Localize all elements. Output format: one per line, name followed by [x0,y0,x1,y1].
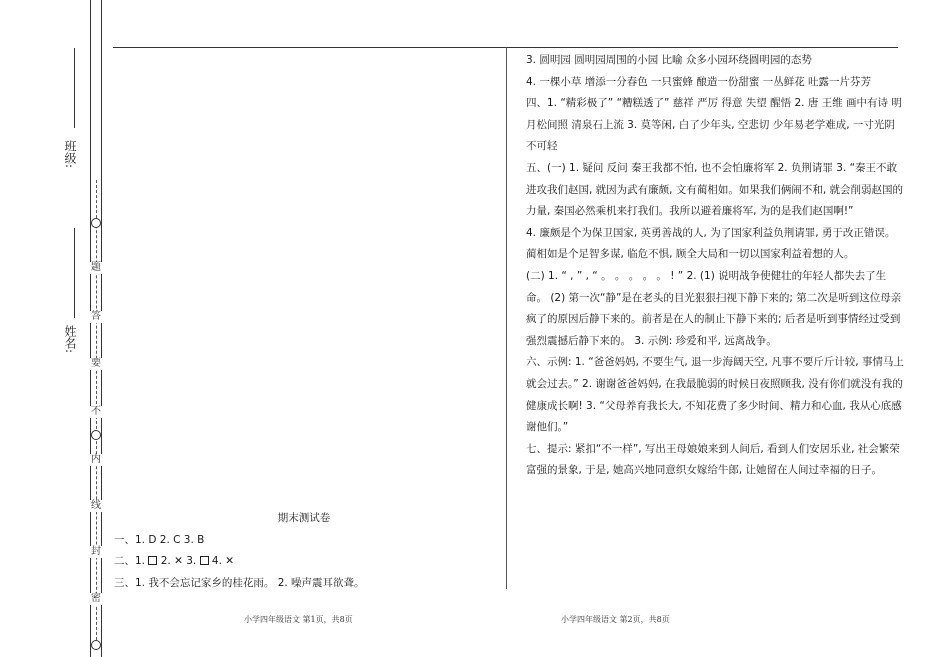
name-label: 姓名: [63,325,77,354]
name-fill-line [74,228,75,318]
seal-char: 答 [91,311,101,322]
column-divider [506,47,507,589]
footer-page-right: 小学四年级语文 第2页，共8页 [561,615,670,624]
seal-char: 内 [91,454,101,465]
right-column [526,50,904,482]
seal-char: 题 [91,262,101,273]
seal-char: 不 [91,406,101,417]
answer-paragraph: 4. 廉颇是个为保卫国家, 英勇善战的人, 为了国家利益负荆请罪, 勇于改正错误。蔺相如是个足智多谋, 临危不惧, 顾全大局和一切以国家利益着想的人。 [526,226,896,261]
class-fill-line [74,48,75,128]
checkbox-icon [200,556,209,565]
answer-line-tf [114,551,494,573]
seal-hole-middle [91,430,101,440]
seal-char: 密 [91,593,101,604]
answer-part: 2. ✕ 3. [160,555,197,568]
answer-part: 4. ✕ [211,555,235,568]
seal-char: 线 [91,500,101,511]
seal-char: 要 [91,358,101,369]
answer-paragraph: (二) 1. “ , ” , “ 。 。 。 。 。 ! ” 2. (1) 说明战争使健壮的年轻人都失去了生命。 (2) 第一次“静”是在老头的目光狠狠扫视下静下来的; 第二次是听到这位母亲疯了的原因后静下来的。前者是在人的制止下静下来的; 后者是听到事情经过受到强烈震撼后静下来的。 3. 示例: 珍爱和平, 远离战争。 [526,269,902,347]
answer-prefix: 二、1. [114,555,146,568]
seal-char: 封 [91,546,101,557]
answer-paragraph: 七、提示: 紧扣“不一样”, 写出王母娘娘来到人间后, 看到人们安居乐业, 社会繁荣富强的景象, 于是, 她高兴地同意织女嫁给牛郎, 让她留在人间过幸福的日子。 [526,442,900,477]
answer-line: 三、1. 我不会忘记家乡的桂花雨。 2. 噪声震耳欲聋。 [114,576,365,589]
footer-page-left: 小学四年级语文 第1页，共8页 [244,615,353,624]
answer-paragraph: 3. 圆明园 圆明园周围的小园 比喻 众多小园环绕圆明园的态势 [526,54,812,66]
seal-hole-bottom [91,640,101,650]
seal-hole-top [91,218,101,228]
answer-paragraph: 4. 一棵小草 增添一分春色 一只蜜蜂 酿造一份甜蜜 一丛鲜花 吐露一片芬芳 [526,75,872,88]
class-label: 班级: [63,140,77,169]
answer-line: 一、1. D 2. C 3. B [114,533,205,546]
answer-paragraph: 六、示例: 1. “爸爸妈妈, 不要生气, 退一步海阔天空, 凡事不要斤斤计较, 事情马上就会过去。” 2. 谢谢爸爸妈妈, 在我最脆弱的时候日夜照顾我, 没有你们就没有我的健康成长啊! 3. “父母养育我长大, 不知花费了多少时间、精力和心血, 我从心底感谢他们。” [526,356,904,434]
checkbox-icon [148,556,157,565]
answer-paragraph: 五、(一) 1. 疑问 反问 秦王我都不怕, 也不会怕廉将军 2. 负荆请罪 3. “秦王不敢进攻我们赵国, 就因为武有廉颇, 文有蔺相如。如果我们俩闹不和, 就会削弱赵国的力量, 秦国必然乘机来打我们。我所以避着廉将军, 为的是我们赵国啊!” [526,161,904,218]
answer-paragraph: 四、1. “精彩极了” “糟糕透了” 慈祥 严厉 得意 失望 醒悟 2. 唐 王维 画中有诗 明月松间照 清泉石上流 3. 莫等闲, 白了少年头, 空悲切 少年易老学难成, 一寸光阴不可轻 [526,97,902,153]
left-column [114,508,494,594]
exam-title: 期末测试卷 [277,512,331,524]
